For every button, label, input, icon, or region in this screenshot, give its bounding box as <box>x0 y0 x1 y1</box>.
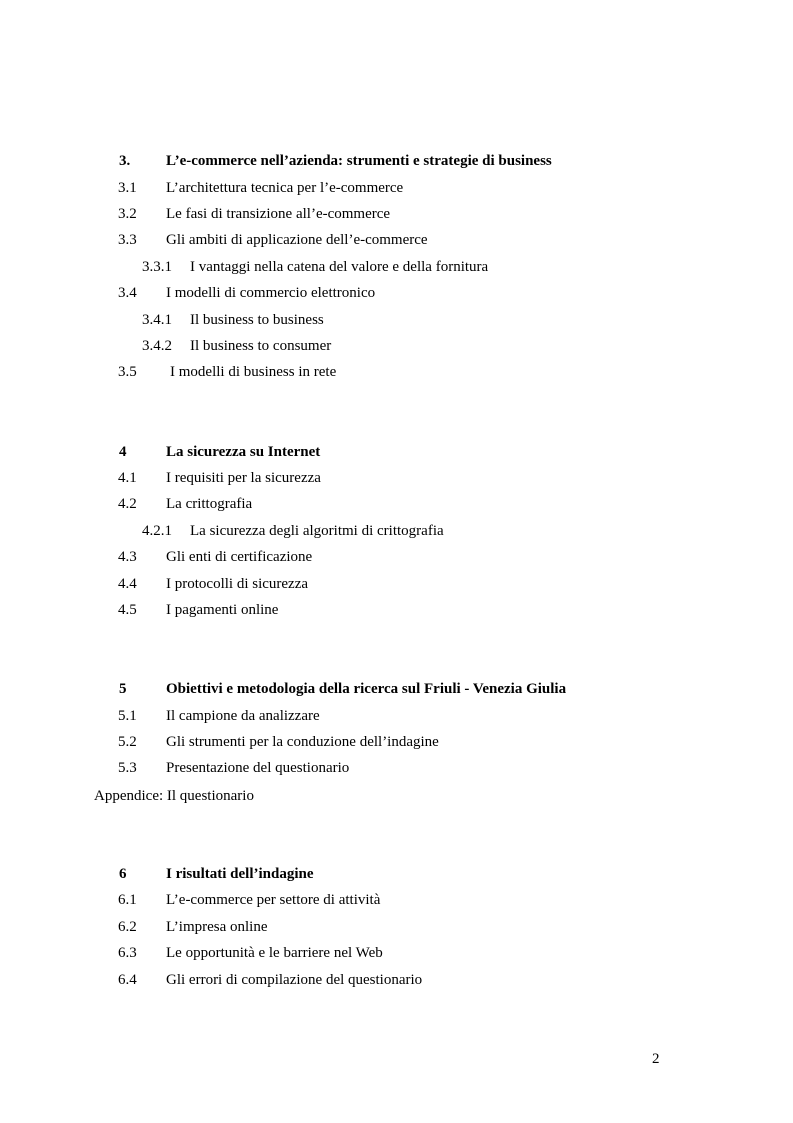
entry-title: Il campione da analizzare <box>166 708 320 724</box>
entry-number: 3.5 <box>118 364 137 380</box>
entry-number: 5.1 <box>118 708 137 724</box>
chapter-title: Obiettivi e metodologia della ricerca sul Friuli - Venezia Giulia <box>166 681 567 697</box>
entry-title: La sicurezza degli algoritmi di crittografia <box>190 523 444 539</box>
entry-title: I protocolli di sicurezza <box>166 576 309 592</box>
chapter-number: 4 <box>119 444 127 460</box>
entry-title: I modelli di business in rete <box>170 364 337 380</box>
entry-number: 4.2.1 <box>142 523 172 539</box>
entry-number: 3.1 <box>118 180 137 196</box>
chapter-number: 3. <box>119 153 131 169</box>
entry-number: 5.3 <box>118 760 137 776</box>
entry-title: I pagamenti online <box>166 602 279 618</box>
entry-title: Gli enti di certificazione <box>166 549 313 565</box>
entry-title: Gli errori di compilazione del questionario <box>166 972 423 988</box>
chapter-title: L’e-commerce nell’azienda: strumenti e strategie di business <box>166 153 552 169</box>
entry-number: 3.4 <box>118 285 137 301</box>
entry-title: Le fasi di transizione all’e-commerce <box>166 206 391 222</box>
entry-title: I vantaggi nella catena del valore e della fornitura <box>190 259 489 275</box>
entry-title: Presentazione del questionario <box>166 760 350 776</box>
appendix-title: Appendice: Il questionario <box>94 788 254 804</box>
chapter-title: La sicurezza su Internet <box>166 444 321 460</box>
entry-title: L’e-commerce per settore di attività <box>166 892 381 908</box>
entry-number: 6.4 <box>118 972 137 988</box>
entry-title: L’architettura tecnica per l’e-commerce <box>166 180 404 196</box>
entry-number: 3.2 <box>118 206 137 222</box>
entry-number: 6.2 <box>118 919 137 935</box>
entry-number: 4.4 <box>118 576 137 592</box>
entry-title: La crittografia <box>166 496 253 512</box>
entry-title: Gli strumenti per la conduzione dell’indagine <box>166 734 439 750</box>
entry-title: Il business to consumer <box>190 338 332 354</box>
entry-title: Le opportunità e le barriere nel Web <box>166 945 383 961</box>
entry-number: 5.2 <box>118 734 137 750</box>
entry-number: 4.3 <box>118 549 137 565</box>
entry-number: 3.4.2 <box>142 338 172 354</box>
entry-number: 3.4.1 <box>142 312 172 328</box>
chapter-number: 6 <box>119 866 127 882</box>
entry-title: I requisiti per la sicurezza <box>166 470 321 486</box>
chapter-number: 5 <box>119 681 127 697</box>
entry-number: 4.2 <box>118 496 137 512</box>
entry-title: Gli ambiti di applicazione dell’e-commerce <box>166 232 428 248</box>
entry-number: 4.5 <box>118 602 137 618</box>
chapter-title: I risultati dell’indagine <box>166 866 314 882</box>
entry-number: 6.1 <box>118 892 137 908</box>
entry-number: 3.3 <box>118 232 137 248</box>
entry-title: I modelli di commercio elettronico <box>166 285 376 301</box>
entry-number: 6.3 <box>118 945 137 961</box>
entry-number: 4.1 <box>118 470 137 486</box>
entry-number: 3.3.1 <box>142 259 172 275</box>
entry-title: L’impresa online <box>166 919 268 935</box>
page-number: 2 <box>652 1051 660 1067</box>
entry-title: Il business to business <box>190 312 324 328</box>
